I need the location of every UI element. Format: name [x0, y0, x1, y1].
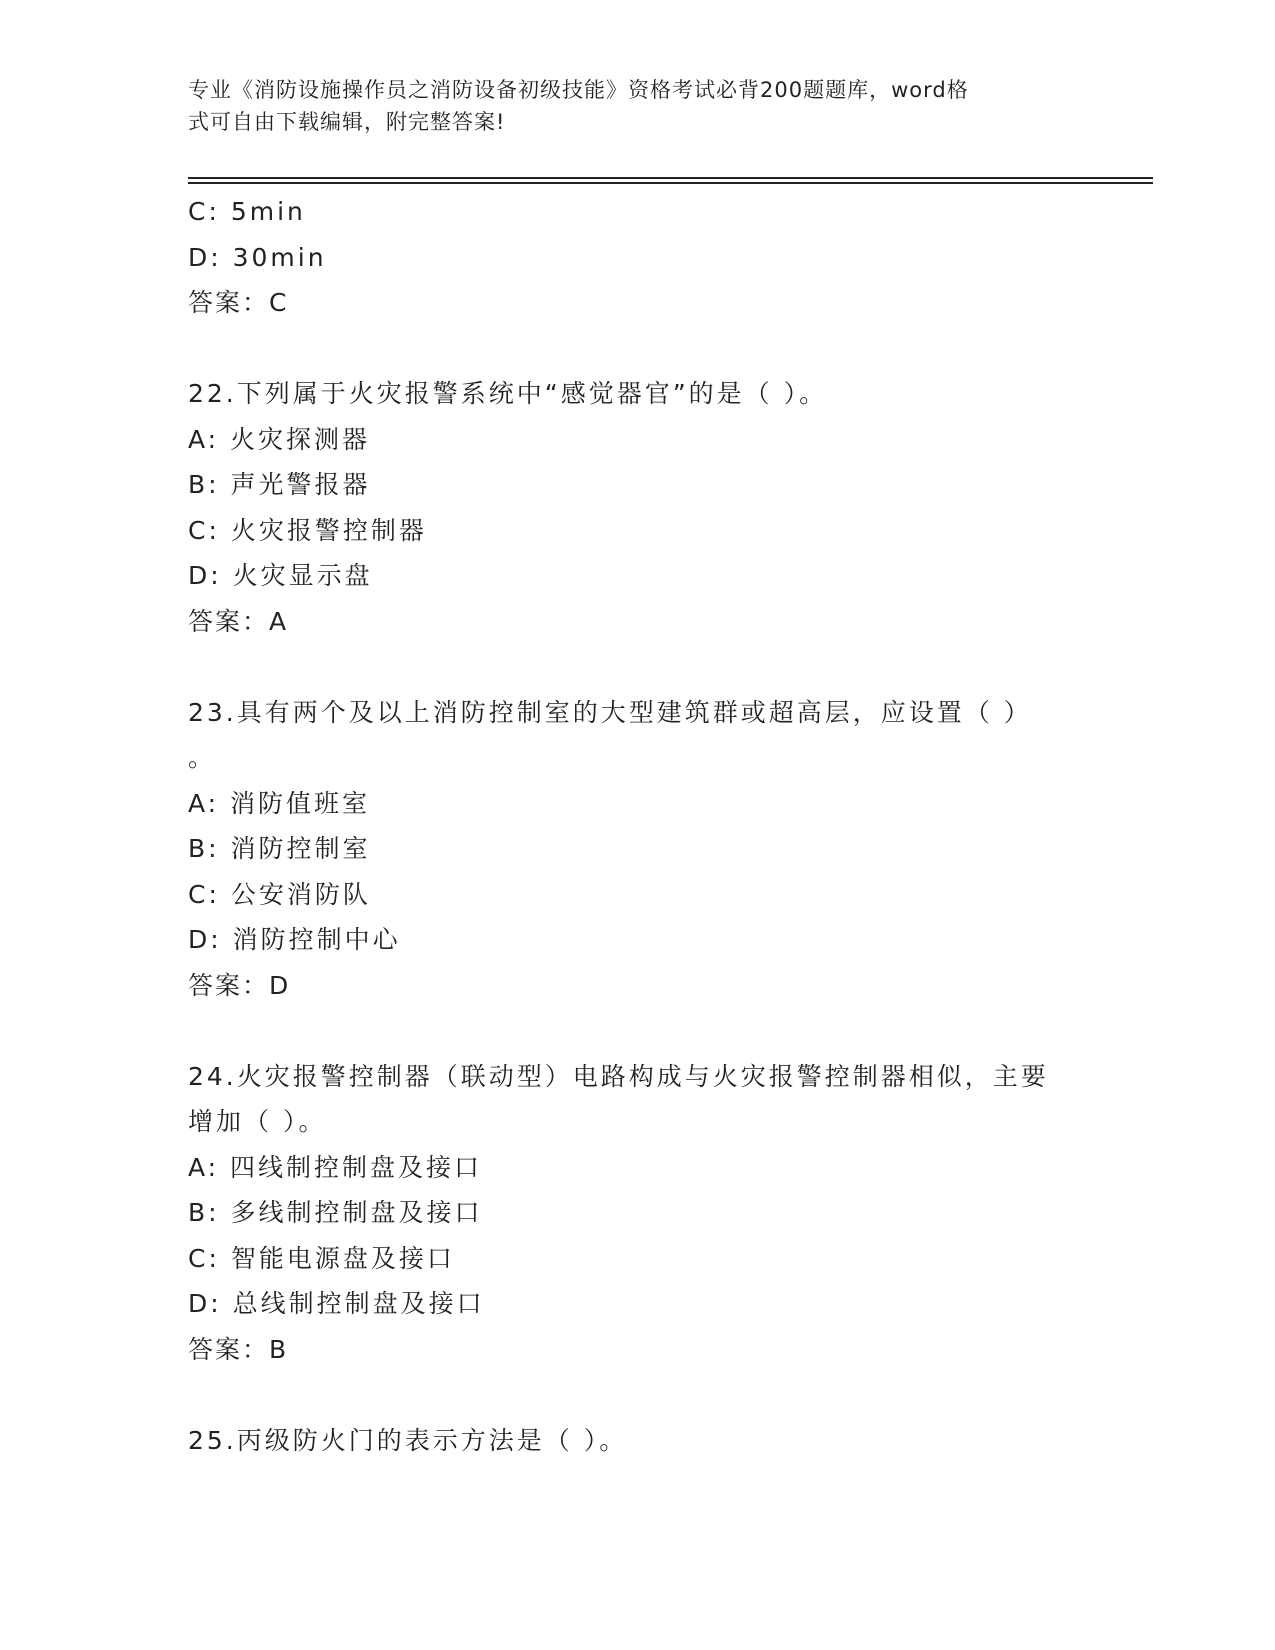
question-stem-line-2: 。: [188, 743, 217, 772]
option-a: A: 四线制控制盘及接口: [188, 1152, 483, 1182]
option-d: D: 30min: [188, 242, 327, 272]
header-line-1: 专业《消防设施操作员之消防设备初级技能》资格考试必背200题题库，word格: [188, 78, 969, 102]
option-a: A: 消防值班室: [188, 788, 371, 818]
spacer: [188, 1372, 1088, 1418]
answer-label: 答案：: [188, 1334, 270, 1364]
question-22: [188, 371, 1088, 644]
option-c: C: 智能电源盘及接口: [188, 1243, 455, 1273]
answer-line: [188, 963, 1088, 1009]
option-d: D: 总线制控制盘及接口: [188, 1289, 485, 1318]
question-stem-line-1: 23.具有两个及以上消防控制室的大型建筑群或超高层，应设置（ ）: [188, 697, 1032, 727]
spacer: [188, 644, 1088, 690]
question-stem-line-2: 增加（ ）。: [188, 1107, 327, 1136]
answer-value: D: [269, 970, 291, 1000]
option-c: C: 火灾报警控制器: [188, 515, 427, 545]
answer-label: 答案：: [188, 970, 270, 1000]
answer-line: [188, 280, 1088, 326]
question-23: [188, 690, 1088, 1009]
option-b: B: 消防控制室: [188, 834, 371, 863]
question-stem: 22.下列属于火灾报警系统中“感觉器官”的是（ ）。: [188, 379, 828, 408]
question-24: [188, 1054, 1088, 1373]
header-line-2: 式可自由下载编辑，附完整答案!: [188, 110, 506, 134]
answer-line: [188, 599, 1088, 645]
option-a: A: 火灾探测器: [188, 424, 371, 454]
spacer: [188, 1008, 1088, 1054]
option-c: C: 公安消防队: [188, 879, 371, 909]
header-divider-top: [188, 177, 1153, 179]
answer-label: 答案：: [188, 288, 270, 317]
answer-line: [188, 1327, 1088, 1373]
spacer: [188, 326, 1088, 372]
header-divider-bottom: [188, 182, 1153, 184]
question-list: [188, 189, 1088, 1463]
question-stem: 25.丙级防火门的表示方法是（ ）。: [188, 1425, 628, 1455]
option-b: B: 多线制控制盘及接口: [188, 1198, 483, 1227]
answer-value: B: [269, 1334, 289, 1364]
option-b: B: 声光警报器: [188, 470, 371, 499]
answer-value: A: [269, 606, 289, 636]
option-d: D: 消防控制中心: [188, 925, 401, 954]
question-25: [188, 1418, 1088, 1464]
document-header: [188, 74, 1068, 138]
question-stem-line-1: 24.火灾报警控制器（联动型）电路构成与火灾报警控制器相似，主要: [188, 1061, 1049, 1091]
option-d: D: 火灾显示盘: [188, 561, 373, 590]
prev-question-block: [188, 189, 1088, 326]
option-c: C: 5min: [188, 197, 306, 226]
answer-label: 答案：: [188, 606, 270, 636]
answer-value: C: [269, 288, 289, 317]
